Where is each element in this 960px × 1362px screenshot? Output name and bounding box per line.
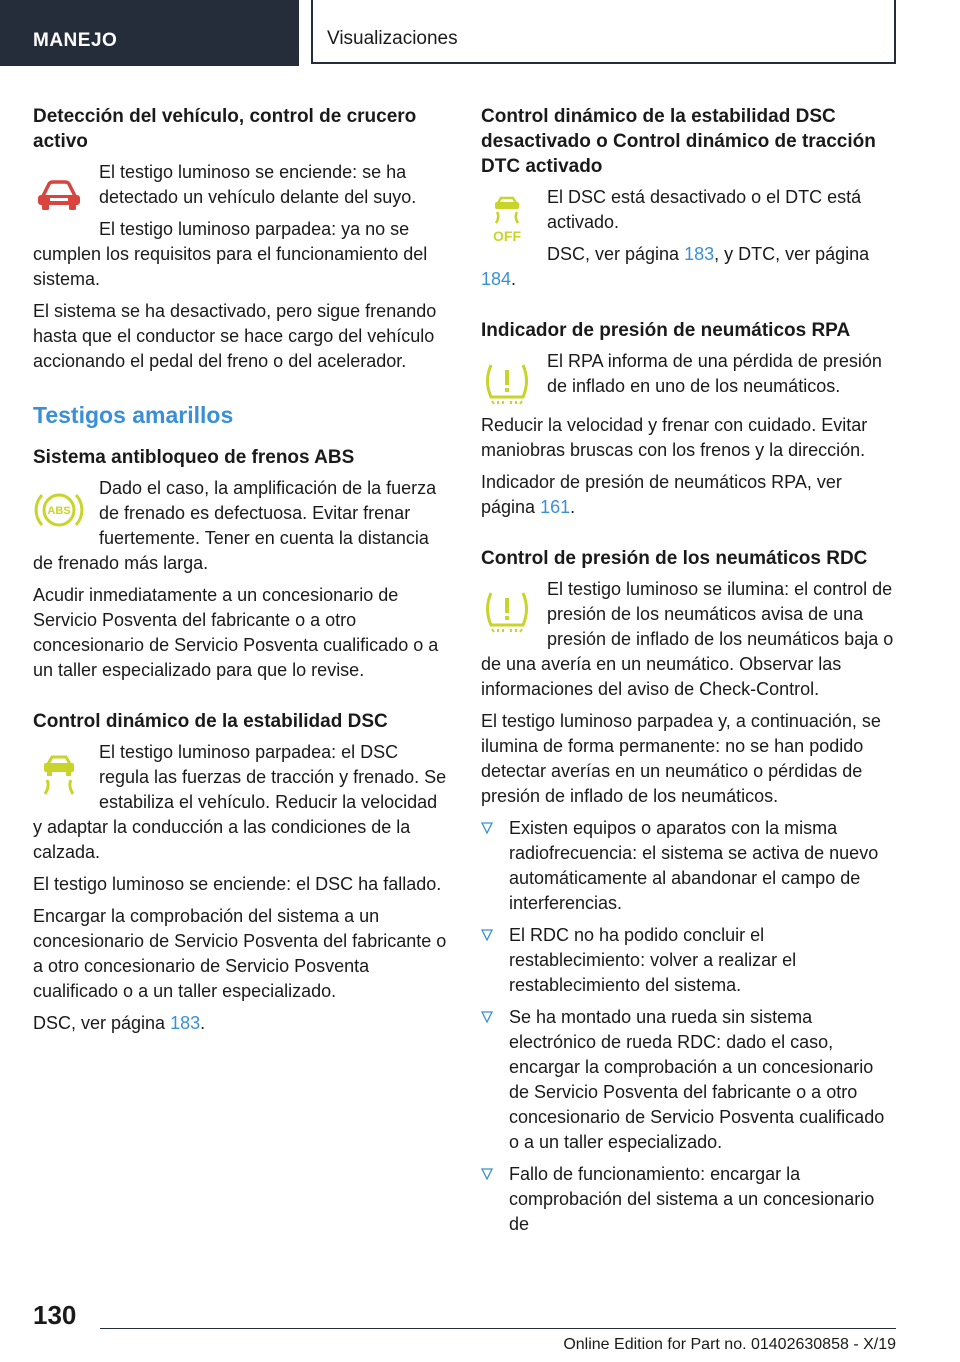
rpa-ref-prefix: Indicador de presión de neumáticos RPA, ver página — [481, 472, 842, 517]
rpa-ref-suffix: . — [570, 497, 576, 517]
abs-text-2: Acudir inmediatamente a un concesionario de Servicio Posventa del fabricante o a otro concesionario de Servicio Posventa cualificado o a un taller especializado para que lo revise. — [33, 585, 439, 680]
abs-text-1: Dado el caso, la amplificación de la fuerza de frenado es defectuosa. Evitar frenar fuertemente. Tener en cuenta la distancia de frenado más larga. — [33, 478, 437, 573]
list-item: Se ha montado una rueda sin sistema electrónico de rueda RDC: dado el caso, encargar la comprobación a un concesionario de Servicio Posventa del fabricante o a otro concesionario de Servicio Posventa cualificado o a un taller especializado. — [481, 1005, 895, 1155]
acc-section — [33, 104, 447, 374]
rpa-title: Indicador de presión de neumáticos RPA — [481, 320, 851, 341]
section-tab: MANEJO — [0, 0, 299, 66]
rdc-title: Control de presión de los neumáticos RDC — [481, 548, 868, 569]
abs-title: Sistema antibloqueo de frenos ABS — [33, 447, 355, 468]
rpa-text-1: El RPA informa de una pérdida de presión de inflado en uno de los neumáticos. — [547, 351, 882, 396]
acc-title: Detección del vehículo, control de crucero activo — [33, 106, 417, 152]
rpa-ref — [481, 470, 895, 520]
dsc-page-link[interactable]: 183 — [170, 1013, 201, 1033]
rpa-section — [481, 318, 895, 520]
page-header — [0, 0, 960, 66]
bullet-triangle-icon — [481, 1168, 493, 1180]
dsc-text-1: El testigo luminoso parpadea: el DSC regula las fuerzas de tracción y frenado. Se estabiliza el vehículo. Reducir la velocidad y adaptar la conducción a las condiciones de la calzada. — [33, 742, 447, 862]
right-column — [481, 104, 895, 1244]
dsc-page-link[interactable]: 183 — [684, 244, 715, 264]
edition-note: Online Edition for Part no. 01402630858 - X/19 — [563, 1336, 896, 1353]
dtc-page-link[interactable]: 184 — [481, 269, 512, 289]
dsc-off-icon — [481, 193, 533, 245]
dsc-ref-prefix: DSC, ver página — [33, 1013, 171, 1033]
page-number: 130 — [33, 1300, 77, 1330]
yellow-lights-heading: Testigos amarillos — [33, 402, 234, 428]
dsc-off-text-1: El DSC está desactivado o el DTC está activado. — [547, 187, 862, 232]
rdc-text-2: El testigo luminoso parpadea y, a continuación, se ilumina de forma permanente: no se han podido detectar averías en un neumático o pérdidas de presión de inflado de los neumáticos. — [481, 711, 881, 806]
rdc-section — [481, 546, 895, 1237]
list-item: El RDC no ha podido concluir el restablecimiento: volver a realizar el restablecimiento del sistema. — [481, 923, 895, 998]
bullet-triangle-icon — [481, 1011, 493, 1023]
bullet-triangle-icon — [481, 929, 493, 941]
page-footer — [0, 1296, 960, 1362]
car-front-icon — [33, 168, 85, 220]
dsc-text-2: El testigo luminoso se enciende: el DSC ha fallado. — [33, 874, 442, 894]
rpa-page-link[interactable]: 161 — [540, 497, 571, 517]
abs-icon — [33, 484, 85, 536]
dsc-ref — [33, 1011, 447, 1036]
abs-section — [33, 445, 447, 683]
chapter-tab: Visualizaciones — [311, 0, 896, 64]
dsc-off-ref-suffix: . — [511, 269, 517, 289]
left-column — [33, 104, 447, 1043]
tire-pressure-icon — [481, 585, 533, 637]
dsc-off-title: Control dinámico de la estabilidad DSC desactivado o Control dinámico de tracción DTC activado — [481, 106, 876, 177]
acc-text-3: El sistema se ha desactivado, pero sigue frenando hasta que el conductor se hace cargo del vehículo accionando el pedal del freno o del acelerador. — [33, 301, 437, 371]
dsc-off-section — [481, 104, 895, 299]
dsc-off-ref-prefix: DSC, ver página — [547, 244, 685, 264]
svg-text:ABS: ABS — [47, 505, 71, 517]
rdc-text-1: El testigo luminoso se ilumina: el control de presión de los neumáticos avisa de una presión de inflado de los neumáticos baja o de una avería en un neumático. Observar las informaciones del aviso de Check-Control. — [481, 579, 894, 699]
dsc-text-3: Encargar la comprobación del sistema a un concesionario de Servicio Posventa del fabricante o a otro concesionario de Servicio Posventa cualificado o a un taller especializado. — [33, 906, 447, 1001]
acc-text-2: El testigo luminoso parpadea: ya no se cumplen los requisitos para el funcionamiento del sistema. — [33, 219, 428, 289]
dsc-off-ref — [481, 242, 895, 292]
rdc-bullet-list — [481, 816, 895, 1237]
list-item: Fallo de funcionamiento: encargar la comprobación del sistema a un concesionario de — [481, 1162, 895, 1237]
dsc-off-icon-label: OFF — [493, 228, 521, 244]
list-item: Existen equipos o aparatos con la misma radiofrecuencia: el sistema se activa de nuevo automáticamente al abandonar el campo de interferencias. — [481, 816, 895, 916]
acc-text-1: El testigo luminoso se enciende: se ha detectado un vehículo delante del suyo. — [99, 162, 417, 207]
bullet-triangle-icon — [481, 822, 493, 834]
tire-pressure-icon — [481, 357, 533, 409]
dsc-skid-icon — [33, 748, 85, 800]
dsc-title: Control dinámico de la estabilidad DSC — [33, 711, 388, 732]
footer-divider — [100, 1328, 896, 1329]
dtc-ref-prefix: , y DTC, ver página — [714, 244, 870, 264]
rpa-text-2: Reducir la velocidad y frenar con cuidado. Evitar maniobras bruscas con los frenos y la dirección. — [481, 415, 868, 460]
dsc-ref-suffix: . — [200, 1013, 206, 1033]
dsc-section — [33, 709, 447, 1036]
